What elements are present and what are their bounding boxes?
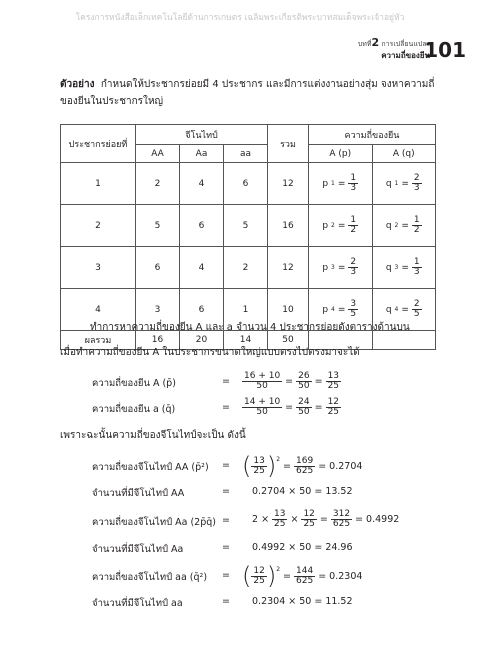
freq-p-num: 3 bbox=[350, 299, 357, 309]
g-Aa-n1: 13 bbox=[274, 509, 286, 519]
n-Aa-expr: 0.4992 × 50 = 24.96 bbox=[252, 542, 353, 553]
table-row bbox=[61, 163, 436, 205]
sum-Aa: 20 bbox=[180, 331, 224, 350]
sum-AA: 16 bbox=[136, 331, 180, 350]
calc-a-n1: 14 + 10 bbox=[244, 397, 281, 407]
freq-p-cell bbox=[309, 163, 373, 205]
calc-A-n3: 13 bbox=[327, 371, 340, 381]
example-text: กำหนดให้ประชากรย่อยมี 4 ประชากร และมีการแต่งงานอย่างสุ่ม จงหาความถี่ของยีนในประชากรใหญ่ bbox=[60, 79, 435, 107]
freq-q-den: 2 bbox=[413, 225, 420, 235]
calc-a-label: ความถี่ของยีน a (q̄) bbox=[92, 404, 176, 415]
freq-q-var: q bbox=[385, 220, 392, 231]
g-Aa-pre: 2 × bbox=[252, 514, 270, 525]
g-AA-frac2 bbox=[294, 457, 315, 476]
g-aa-d2: 625 bbox=[296, 575, 314, 586]
g-Aa-frac1 bbox=[272, 510, 287, 529]
cell-total: 10 bbox=[268, 289, 309, 331]
g-Aa-d1: 25 bbox=[274, 519, 286, 529]
calc-a-d3: 25 bbox=[327, 407, 340, 417]
g-aa-squared: ( $\frac{12}{25}$ ) 2 bbox=[242, 562, 281, 590]
freq-p-den: 2 bbox=[350, 225, 357, 235]
g-Aa-frac2 bbox=[301, 510, 316, 529]
cell-Aa: 6 bbox=[180, 205, 224, 247]
unit-prefix: บทที่ bbox=[357, 40, 372, 48]
cell-total: 12 bbox=[268, 163, 309, 205]
calc-number-Aa bbox=[92, 542, 442, 558]
calc-number-aa bbox=[92, 596, 442, 612]
freq-q-num: 1 bbox=[413, 257, 420, 267]
g-aa-result: = 0.2304 bbox=[318, 570, 363, 582]
calc-number-AA bbox=[92, 486, 442, 502]
g-aa-d: 25 bbox=[253, 575, 265, 586]
cell-aa: 2 bbox=[224, 247, 268, 289]
cell-AA: 6 bbox=[136, 247, 180, 289]
calc-A-eq3: = bbox=[314, 376, 323, 387]
freq-p: p 1 = $\frac{1}{3}$ bbox=[322, 173, 357, 193]
calc-a-eq: = bbox=[222, 402, 230, 413]
header-Aa: Aa bbox=[180, 145, 224, 163]
g-Aa-d2: 25 bbox=[303, 519, 315, 529]
g-Aa-d3: 625 bbox=[332, 519, 351, 529]
calc-a-frac2 bbox=[296, 398, 311, 417]
freq-q: q 4 = $\frac{2}{5}$ bbox=[385, 299, 420, 319]
sum-aa: 14 bbox=[224, 331, 268, 350]
n-aa-eq: = bbox=[222, 596, 230, 607]
g-AA-expr bbox=[242, 454, 362, 478]
freq-p-sub: 2 bbox=[331, 222, 335, 229]
sum-label: ผลรวม bbox=[61, 331, 136, 350]
g-aa-n: 12 bbox=[253, 565, 265, 576]
calc-A-label: ความถี่ของยีน A (p̄) bbox=[92, 378, 176, 389]
calc-genotype-AA bbox=[92, 452, 442, 482]
paragraph-1: ทำการหาความถี่ของยีน A และ a จำนวน 4 ประชากรย่อยดังตารางด้านบน bbox=[90, 322, 410, 333]
calc-A-eq: = bbox=[222, 376, 230, 387]
cell-aa: 1 bbox=[224, 289, 268, 331]
paragraph-2: เมื่อทำความถี่ของยีน A ในประชากรขนาดใหญ่แบบตรงไปตรงมาจะได้ bbox=[60, 347, 360, 358]
unit-title: การเปลี่ยนแปลง bbox=[381, 40, 430, 48]
calc-a-frac3 bbox=[326, 398, 341, 417]
g-AA-d: 25 bbox=[253, 465, 265, 476]
cell-AA: 5 bbox=[136, 205, 180, 247]
n-Aa-eq: = bbox=[222, 542, 230, 553]
calc-freq-A bbox=[92, 372, 432, 396]
freq-p-var: p bbox=[322, 220, 329, 231]
cell-AA: 3 bbox=[136, 289, 180, 331]
freq-q-den: 5 bbox=[413, 309, 420, 319]
freq-p: p 2 = $\frac{1}{2}$ bbox=[322, 215, 357, 235]
freq-p-frac bbox=[348, 174, 358, 193]
example-paragraph bbox=[60, 76, 440, 110]
freq-q-frac bbox=[412, 300, 422, 319]
cell-population: 3 bbox=[61, 247, 136, 289]
freq-q-sub: 3 bbox=[394, 264, 399, 271]
freq-p: p 3 = $\frac{2}{3}$ bbox=[322, 257, 357, 277]
cell-total: 12 bbox=[268, 247, 309, 289]
calc-A-frac3 bbox=[326, 372, 341, 391]
freq-p-num: 2 bbox=[350, 257, 357, 267]
freq-q-cell bbox=[372, 247, 436, 289]
g-AA-exp: 2 bbox=[276, 456, 281, 463]
g-Aa-eq: = bbox=[222, 515, 230, 526]
freq-q-num: 1 bbox=[413, 215, 420, 225]
freq-q-num: 2 bbox=[413, 173, 420, 183]
cell-Aa: 4 bbox=[180, 163, 224, 205]
g-aa-eq2: = bbox=[283, 570, 291, 582]
calc-a-frac1 bbox=[242, 398, 282, 417]
n-AA-eq: = bbox=[222, 486, 230, 497]
paragraph-3: เพราะฉะนั้นความถี่ของจีโนไทป์จะเป็น ดังนี้ bbox=[60, 430, 246, 441]
freq-q-sub: 2 bbox=[394, 222, 399, 229]
freq-q-den: 3 bbox=[413, 267, 420, 277]
example-label: ตัวอย่าง bbox=[60, 79, 95, 90]
cell-population: 4 bbox=[61, 289, 136, 331]
g-aa-n2: 144 bbox=[296, 565, 314, 576]
g-Aa-eq2: = bbox=[319, 514, 328, 525]
freq-q-cell bbox=[372, 163, 436, 205]
gene-frequency-table bbox=[60, 124, 436, 350]
g-AA-eq2: = bbox=[283, 460, 291, 472]
freq-p-var: p bbox=[322, 304, 329, 315]
cell-Aa: 6 bbox=[180, 289, 224, 331]
g-aa-label: ความถี่ของจีโนไทป์ aa (q̄²) bbox=[92, 572, 208, 583]
unit-number: 2 bbox=[371, 36, 380, 49]
g-AA-squared: ( $\frac{13}{25}$ ) 2 bbox=[242, 452, 281, 480]
cell-population: 2 bbox=[61, 205, 136, 247]
freq-p-frac bbox=[348, 216, 358, 235]
n-aa-label: จำนวนที่มีจีโนไทป์ aa bbox=[92, 598, 183, 609]
cell-aa: 5 bbox=[224, 205, 268, 247]
cell-total: 16 bbox=[268, 205, 309, 247]
calc-a-d2: 50 bbox=[298, 407, 310, 417]
g-AA-eq: = bbox=[222, 460, 230, 471]
g-AA-label: ความถี่ของจีโนไทป์ AA (p̄²) bbox=[92, 462, 209, 473]
calc-A-frac1 bbox=[242, 372, 282, 391]
freq-p-num: 1 bbox=[350, 173, 357, 183]
freq-q-cell bbox=[372, 205, 436, 247]
freq-q-frac bbox=[412, 258, 422, 277]
unit-subtitle: ความถี่ของยีน bbox=[381, 51, 430, 60]
series-header: โครงการหนังสือเล็กเทคโนโลยีด้านการเกษตร เฉลิมพระเกียรติพระบาทสมเด็จพระเจ้าอยู่หัว bbox=[75, 13, 405, 23]
cell-population: 1 bbox=[61, 163, 136, 205]
freq-p-sub: 4 bbox=[331, 306, 335, 313]
calc-A-d1: 50 bbox=[256, 381, 268, 391]
cell-aa: 6 bbox=[224, 163, 268, 205]
freq-p: p 4 = $\frac{3}{5}$ bbox=[322, 299, 357, 319]
freq-q-var: q bbox=[385, 262, 392, 273]
header-population: ประชากรย่อยที่ bbox=[61, 125, 136, 163]
freq-p-cell bbox=[309, 247, 373, 289]
g-AA-n: 13 bbox=[253, 455, 265, 466]
calc-A-eq2: = bbox=[285, 376, 294, 387]
g-AA-result: = 0.2704 bbox=[318, 460, 363, 472]
n-aa-expr: 0.2304 × 50 = 11.52 bbox=[252, 596, 353, 607]
g-aa-exp: 2 bbox=[276, 566, 281, 573]
freq-q-frac bbox=[412, 216, 422, 235]
freq-p-var: p bbox=[322, 262, 329, 273]
calc-A-frac2 bbox=[296, 372, 311, 391]
g-aa-eq: = bbox=[222, 570, 230, 581]
calc-A-d3: 25 bbox=[327, 381, 340, 391]
g-AA-n2: 169 bbox=[296, 455, 314, 466]
g-Aa-n2: 12 bbox=[303, 509, 315, 519]
calc-A-n1: 16 + 10 bbox=[244, 371, 281, 381]
header-gene-frequency: ความถี่ของยีน bbox=[309, 125, 436, 145]
header-A-q: A (q) bbox=[372, 145, 436, 163]
calc-a-n3: 12 bbox=[327, 397, 340, 407]
freq-q: q 3 = $\frac{1}{3}$ bbox=[385, 257, 420, 277]
g-aa-frac2 bbox=[294, 567, 315, 586]
g-Aa-n3: 312 bbox=[332, 509, 351, 519]
freq-p-num: 1 bbox=[350, 215, 357, 225]
header-total: รวม bbox=[268, 125, 309, 163]
freq-q-var: q bbox=[385, 304, 392, 315]
g-Aa-frac3 bbox=[331, 510, 352, 529]
freq-q-den: 3 bbox=[413, 183, 420, 193]
freq-p-cell bbox=[309, 205, 373, 247]
freq-p-sub: 3 bbox=[331, 264, 335, 271]
freq-q: q 1 = $\frac{2}{3}$ bbox=[385, 173, 420, 193]
n-AA-expr: 0.2704 × 50 = 13.52 bbox=[252, 486, 353, 497]
g-Aa-expr bbox=[252, 510, 399, 529]
n-Aa-label: จำนวนที่มีจีโนไทป์ Aa bbox=[92, 544, 184, 555]
cell-AA: 2 bbox=[136, 163, 180, 205]
calc-a-expr bbox=[242, 398, 341, 417]
freq-p-frac bbox=[348, 300, 358, 319]
freq-q: q 2 = $\frac{1}{2}$ bbox=[385, 215, 420, 235]
header-aa: aa bbox=[224, 145, 268, 163]
calc-freq-a bbox=[92, 398, 432, 422]
header-genotype: จีโนไทป์ bbox=[136, 125, 268, 145]
g-AA-d2: 625 bbox=[296, 465, 314, 476]
calc-a-n2: 24 bbox=[298, 397, 310, 407]
header-AA: AA bbox=[136, 145, 180, 163]
cell-Aa: 4 bbox=[180, 247, 224, 289]
freq-q-sub: 4 bbox=[394, 306, 399, 313]
freq-p-den: 3 bbox=[350, 267, 357, 277]
freq-p-den: 3 bbox=[350, 183, 357, 193]
freq-q-num: 2 bbox=[413, 299, 420, 309]
calc-A-n2: 26 bbox=[298, 371, 310, 381]
table-row bbox=[61, 247, 436, 289]
freq-q-sub: 1 bbox=[394, 180, 399, 187]
freq-p-frac bbox=[348, 258, 358, 277]
calc-a-eq3: = bbox=[314, 402, 323, 413]
freq-p-sub: 1 bbox=[331, 180, 335, 187]
page-number: 101 bbox=[424, 38, 466, 62]
n-AA-label: จำนวนที่มีจีโนไทป์ AA bbox=[92, 488, 185, 499]
g-Aa-result: = 0.4992 bbox=[355, 514, 400, 525]
unit-label bbox=[358, 37, 430, 50]
freq-q-frac bbox=[412, 174, 422, 193]
calc-a-d1: 50 bbox=[256, 407, 268, 417]
g-aa-expr bbox=[242, 564, 362, 588]
freq-p-den: 5 bbox=[350, 309, 357, 319]
calc-a-eq2: = bbox=[285, 402, 294, 413]
g-Aa-label: ความถี่ของจีโนไทป์ Aa (2p̄q̄) bbox=[92, 517, 216, 528]
calc-A-expr bbox=[242, 372, 341, 391]
g-Aa-mul: × bbox=[290, 514, 299, 525]
header-A-p: A (p) bbox=[309, 145, 373, 163]
sum-total: 50 bbox=[268, 331, 309, 350]
calc-genotype-Aa bbox=[92, 508, 442, 538]
table-row bbox=[61, 205, 436, 247]
freq-p-var: p bbox=[322, 178, 329, 189]
calc-A-d2: 50 bbox=[298, 381, 310, 391]
calc-genotype-aa bbox=[92, 562, 442, 592]
chapter-title bbox=[358, 37, 430, 61]
freq-q-var: q bbox=[385, 178, 392, 189]
